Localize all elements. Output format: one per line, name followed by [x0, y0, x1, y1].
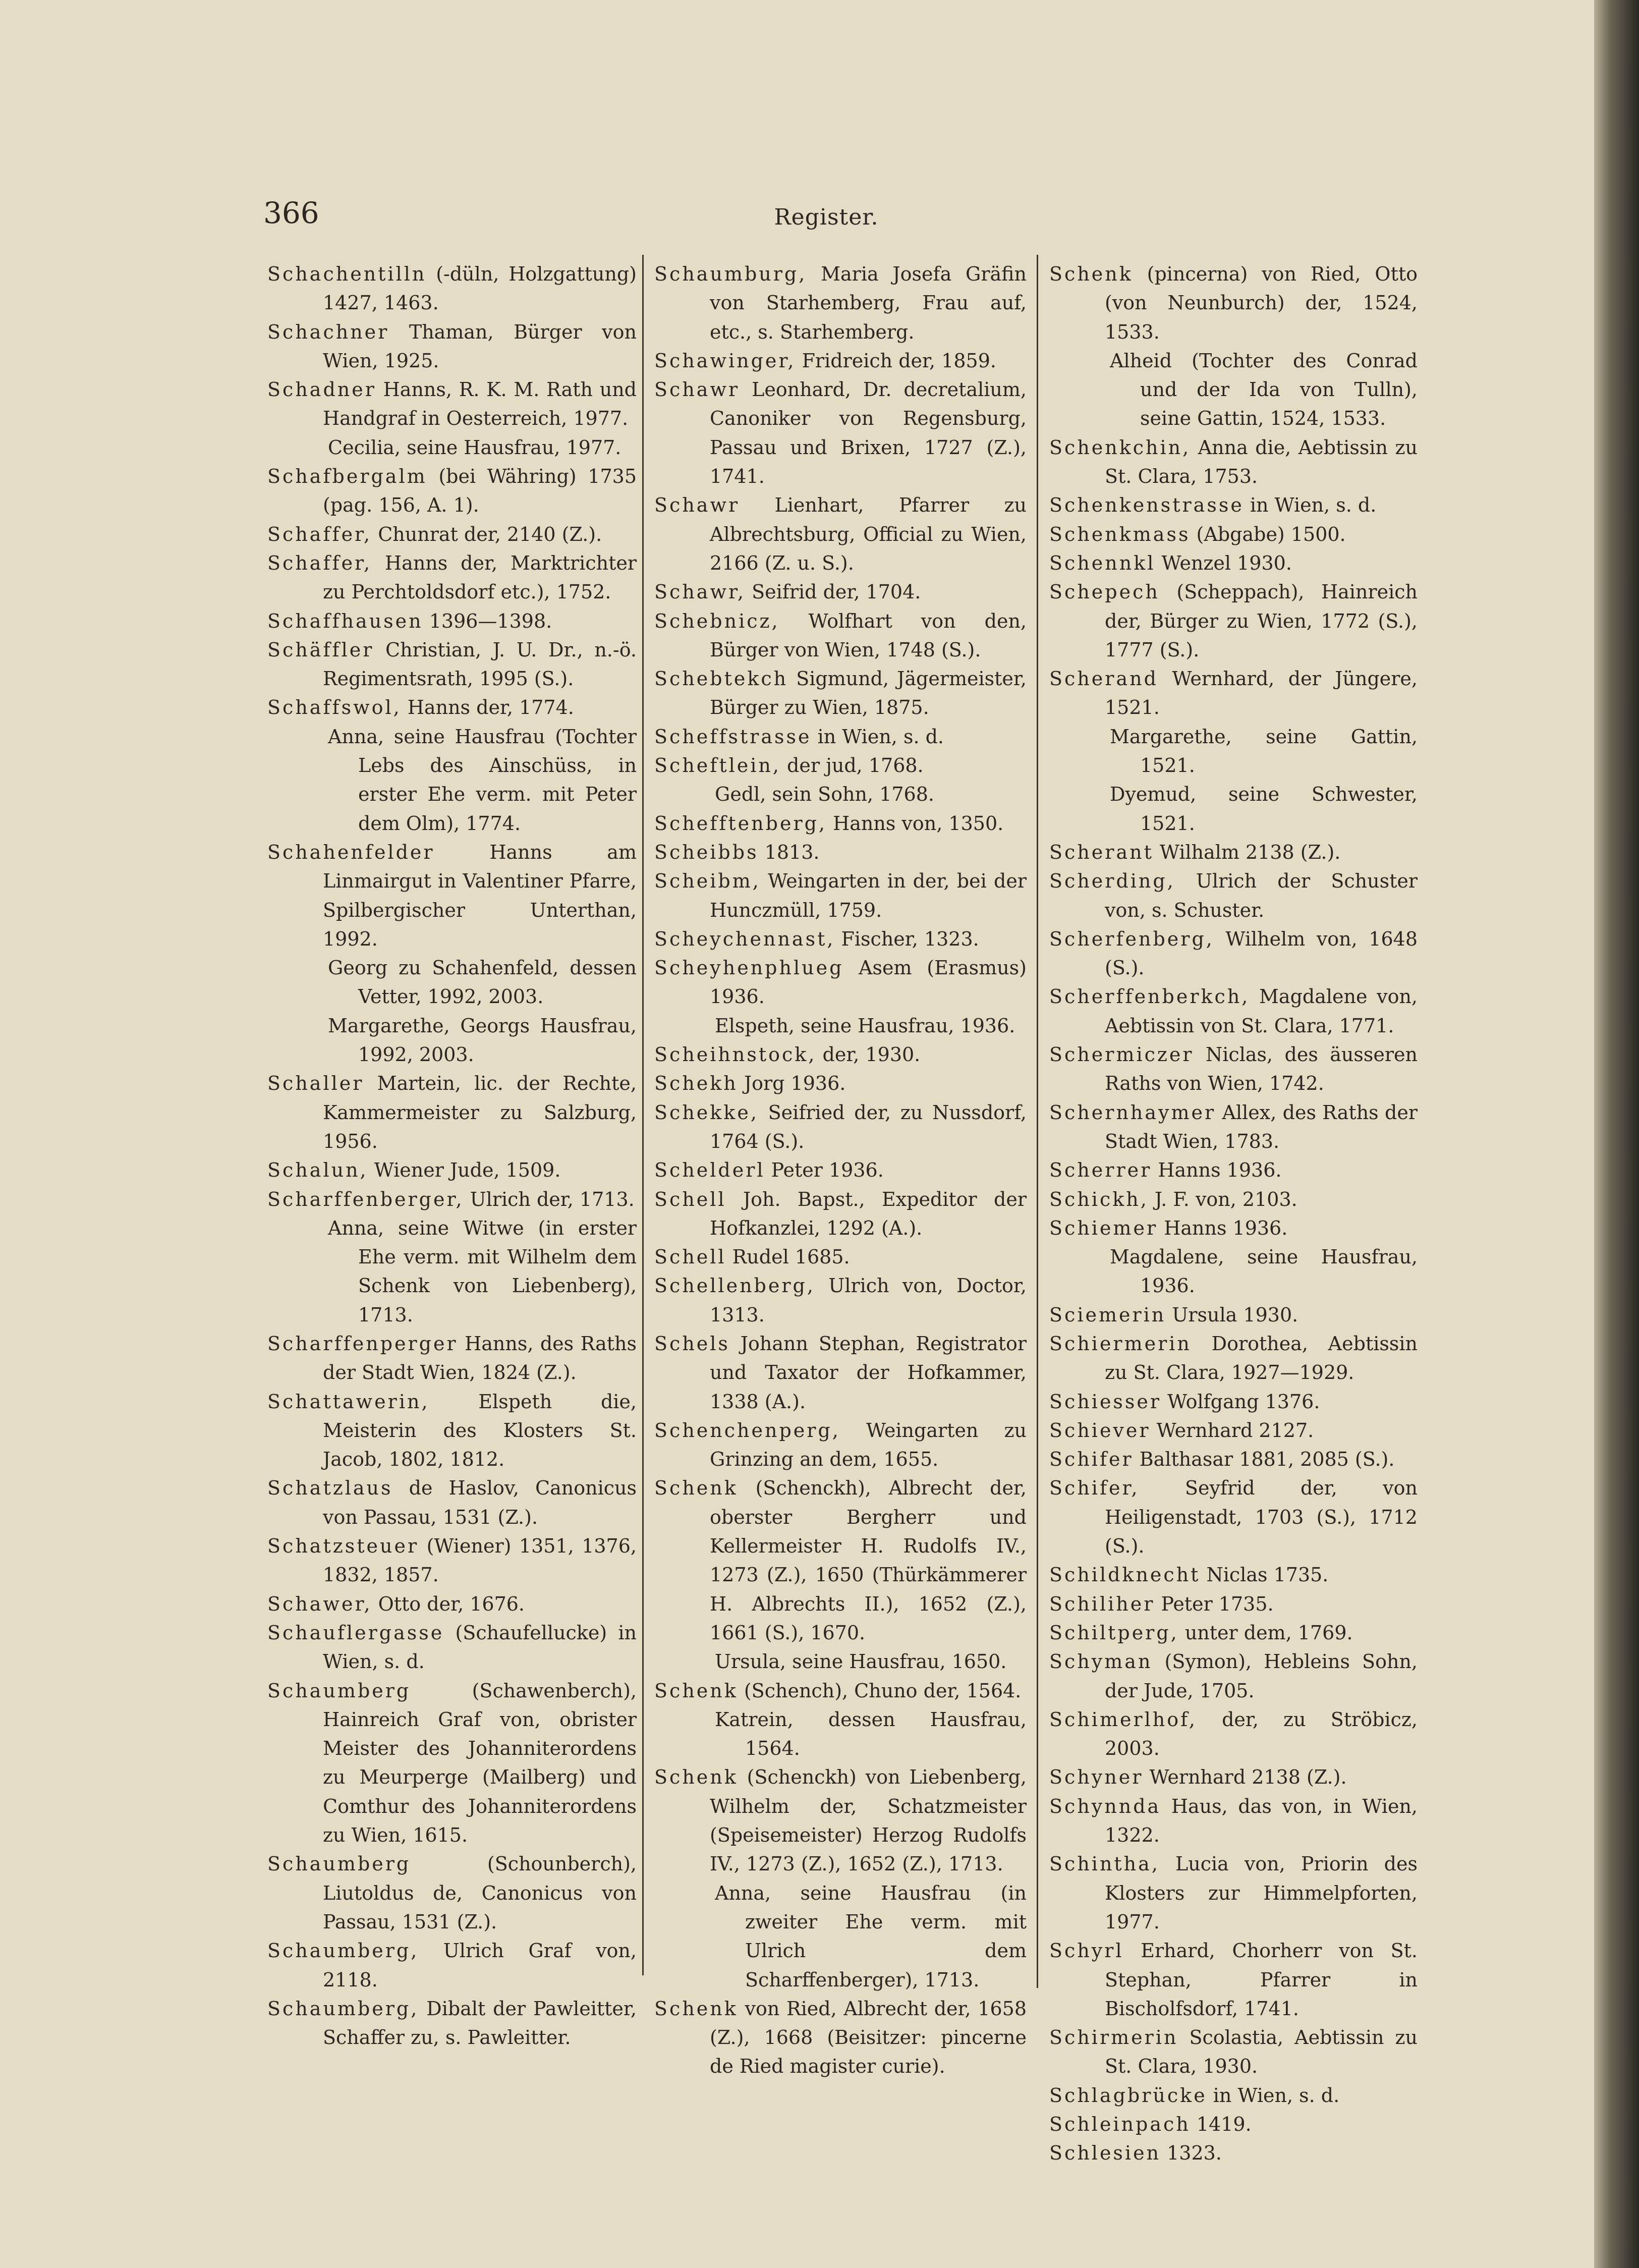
- index-entry: [654, 491, 1027, 578]
- entry-headword: Schyner: [1049, 1766, 1144, 1789]
- entry-text: unter dem, 1769.: [1178, 1621, 1353, 1644]
- entry-text: Leonhard, Dr. decretalium, Canoniker von Regensburg, Passau und Brixen, 1727 (Z.), 1741.: [710, 378, 1027, 488]
- entry-text: Ulrich von, Doctor, 1313.: [710, 1275, 1027, 1326]
- entry-text: (Schenckh) von Liebenberg, Wilhelm der, Schatzmeister (Speisemeister) Herzog Rudolfs IV., 1273 (Z.), 1652 (Z.), 1713.: [710, 1766, 1027, 1875]
- index-entry: [654, 260, 1027, 347]
- index-entry: [267, 1677, 637, 1850]
- index-column-2: [654, 260, 1027, 2081]
- index-entry: [654, 347, 1027, 375]
- entry-text: Thaman, Bürger von Wien, 1925.: [323, 320, 637, 372]
- entry-text: (Schenckh), Albrecht der, oberster Bergherr und Kellermeister H. Rudolfs IV., 1273 (Z.), 1650 (Thürkämmerer H. Albrechts II.), 1652 (Z.), 1661 (S.), 1670.: [710, 1477, 1027, 1644]
- entry-headword: Schekke,: [654, 1101, 759, 1124]
- entry-text: Fischer, 1323.: [835, 927, 979, 950]
- entry-text: 1396—1398.: [423, 610, 552, 632]
- index-entry: [654, 1677, 1027, 1705]
- entry-headword: Schachner: [267, 320, 389, 343]
- entry-headword: Scheftlein,: [654, 754, 781, 777]
- entry-headword: Schellenberg,: [654, 1275, 815, 1297]
- entry-text: Hanns am Linmairgut in Valentiner Pfarre, Spilbergischer Unterthan, 1992.: [323, 841, 637, 950]
- index-entry: [1049, 2139, 1418, 2168]
- entry-text: Wenzel 1930.: [1155, 551, 1292, 574]
- index-entry: [1049, 549, 1418, 578]
- entry-text: (Schench), Chuno der, 1564.: [738, 1679, 1022, 1702]
- entry-headword: Schauflergasse: [267, 1621, 444, 1644]
- entry-text: (Scheppach), Hainreich der, Bürger zu Wien, 1772 (S.), 1777 (S.).: [1105, 581, 1418, 661]
- entry-headword: Schekh: [654, 1072, 738, 1095]
- index-entry: [654, 954, 1027, 1012]
- index-entry: [654, 1416, 1027, 1474]
- entry-headword: Schenk: [1049, 263, 1133, 285]
- entry-text: in Wien, s. d.: [811, 725, 944, 748]
- entry-text: (bei Währing) 1735 (pag. 156, A. 1).: [323, 465, 637, 517]
- entry-headword: Schebnicz,: [654, 610, 780, 632]
- entry-text: Ulrich der Schuster von, s. Schuster.: [1105, 870, 1418, 921]
- page-number: 366: [263, 196, 319, 230]
- entry-headword: Schenk: [654, 1679, 738, 1702]
- entry-headword: Schelderl: [654, 1159, 765, 1182]
- entry-text: Hanns, R. K. M. Rath und Handgraf in Oesterreich, 1977.: [323, 378, 637, 430]
- entry-text: Anna, seine Hausfrau (in zweiter Ehe verm. mit Ulrich dem Scharffenberger), 1713.: [715, 1882, 1027, 1991]
- index-entry: [267, 1474, 637, 1532]
- entry-text: Wilhelm von, 1648 (S.).: [1105, 927, 1418, 979]
- entry-text: 1813.: [758, 841, 820, 863]
- entry-headword: Schepech: [1049, 581, 1160, 603]
- entry-headword: Schifer: [1049, 1448, 1134, 1471]
- entry-text: Elspeth, seine Hausfrau, 1936.: [715, 1014, 1015, 1037]
- entry-headword: Schiliher: [1049, 1592, 1155, 1615]
- entry-text: von Ried, Albrecht der, 1658 (Z.), 1668 (Beisitzer: pincerne de Ried magister curie).: [710, 1997, 1027, 2078]
- entry-text: 1419.: [1190, 2113, 1252, 2135]
- entry-headword: Schaumberg,: [267, 1940, 419, 1962]
- entry-text: Rudel 1685.: [726, 1246, 850, 1268]
- entry-text: 1323.: [1161, 2142, 1222, 2165]
- entry-text: Wolfhart von den, Bürger von Wien, 1748 (S.).: [710, 610, 1027, 661]
- index-entry: [267, 1069, 637, 1156]
- entry-headword: Schell: [654, 1246, 726, 1268]
- entry-headword: Schaffer,: [267, 551, 372, 574]
- index-entry: [267, 318, 637, 376]
- entry-headword: Schäffler: [267, 638, 374, 661]
- entry-text: (Wiener) 1351, 1376, 1832, 1857.: [323, 1535, 637, 1586]
- index-entry: [267, 1995, 637, 2053]
- entry-headword: Scherfenberg,: [1049, 927, 1214, 950]
- column-rule: [1037, 255, 1038, 1988]
- entry-text: Elspeth die, Meisterin des Klosters St. Jacob, 1802, 1812.: [323, 1390, 637, 1471]
- entry-text: Erhard, Chorherr von St. Stephan, Pfarrer in Bischolfsdorf, 1741.: [1105, 1940, 1418, 2020]
- index-column-3: [1049, 260, 1418, 2168]
- entry-headword: Schaumberg: [267, 1679, 411, 1702]
- index-entry: [1049, 1647, 1418, 1705]
- index-entry: [1049, 2110, 1418, 2139]
- entry-text: Alheid (Tochter des Conrad und der Ida von Tulln), seine Gattin, 1524, 1533.: [1110, 349, 1418, 430]
- entry-text: Gedl, sein Sohn, 1768.: [715, 783, 934, 806]
- entry-headword: Schalun,: [267, 1159, 368, 1182]
- index-entry: [1049, 1098, 1418, 1156]
- index-entry: [654, 1040, 1027, 1069]
- entry-headword: Schels: [654, 1332, 730, 1355]
- index-subentry: [267, 954, 637, 1012]
- index-entry: [654, 838, 1027, 867]
- entry-text: Martein, lic. der Rechte, Kammermeister zu Salzburg, 1956.: [323, 1072, 637, 1152]
- entry-headword: Schatzsteuer: [267, 1535, 419, 1558]
- entry-headword: Schaumberg,: [267, 1997, 419, 2020]
- index-subentry: [1049, 1243, 1418, 1301]
- entry-headword: Scheyhenphlueg: [654, 957, 844, 979]
- entry-text: Wiener Jude, 1509.: [368, 1159, 561, 1182]
- index-entry: [267, 260, 637, 318]
- entry-headword: Schlagbrücke: [1049, 2084, 1207, 2107]
- entry-headword: Schachentilln: [267, 263, 427, 285]
- entry-text: der, zu Ströbicz, 2003.: [1105, 1708, 1418, 1760]
- entry-headword: Schenkchin,: [1049, 436, 1191, 459]
- entry-text: Weingarten in der, bei der Hunczmüll, 1759.: [710, 870, 1027, 921]
- index-entry: [1049, 838, 1418, 867]
- column-rule: [642, 255, 644, 1975]
- entry-headword: Schennkl: [1049, 551, 1156, 574]
- entry-headword: Scheibm,: [654, 870, 761, 893]
- entry-text: Dyemud, seine Schwester, 1521.: [1110, 783, 1418, 835]
- index-subentry: [654, 1012, 1027, 1040]
- entry-text: Seifrid der, 1704.: [746, 581, 921, 603]
- entry-text: Fridreich der, 1859.: [796, 349, 996, 372]
- entry-headword: Schaffer,: [267, 523, 372, 545]
- entry-text: Niclas 1735.: [1200, 1564, 1329, 1586]
- entry-headword: Schickh,: [1049, 1188, 1149, 1210]
- entry-headword: Schiever: [1049, 1419, 1151, 1442]
- index-subentry: [654, 780, 1027, 809]
- index-entry: [1049, 1763, 1418, 1792]
- index-entry: [1049, 1561, 1418, 1589]
- entry-headword: Schawr: [654, 378, 740, 401]
- entry-headword: Schattawerin,: [267, 1390, 430, 1413]
- index-entry: [267, 1532, 637, 1590]
- entry-headword: Schifer,: [1049, 1477, 1140, 1500]
- running-head: Register.: [774, 204, 879, 230]
- entry-headword: Schahenfelder: [267, 841, 435, 863]
- entry-text: Margarethe, Georgs Hausfrau, 1992, 2003.: [328, 1014, 637, 1066]
- index-entry: [654, 1763, 1027, 1878]
- entry-text: Allex, des Raths der Stadt Wien, 1783.: [1105, 1101, 1418, 1152]
- index-entry: [1049, 260, 1418, 347]
- entry-headword: Schenchenperg,: [654, 1419, 840, 1442]
- entry-text: Hanns 1936.: [1158, 1216, 1288, 1239]
- entry-text: Ursula, seine Hausfrau, 1650.: [715, 1650, 1007, 1673]
- entry-headword: Scherant: [1049, 841, 1154, 863]
- index-entry: [654, 1156, 1027, 1185]
- entry-headword: Schyman: [1049, 1650, 1153, 1673]
- index-entry: [654, 1995, 1027, 2081]
- index-entry: [654, 578, 1027, 606]
- entry-text: (Schounberch), Liutoldus de, Canonicus von Passau, 1531 (Z.).: [323, 1853, 637, 1933]
- index-entry: [1049, 1185, 1418, 1214]
- index-subentry: [267, 1214, 637, 1330]
- index-subentry: [1049, 347, 1418, 433]
- entry-headword: Schenkenstrasse: [1049, 494, 1244, 517]
- index-entry: [267, 1185, 637, 1214]
- entry-text: Hanns von, 1350.: [827, 812, 1004, 835]
- entry-text: Maria Josefa Gräfin von Starhemberg, Frau auf, etc., s. Starhemberg.: [710, 263, 1027, 343]
- entry-headword: Schaumberg: [267, 1853, 411, 1875]
- entry-text: (pincerna) von Ried, Otto (von Neunburch) der, 1524, 1533.: [1105, 263, 1418, 343]
- entry-text: Lucia von, Priorin des Klosters zur Himmelpforten, 1977.: [1105, 1853, 1418, 1933]
- entry-text: Asem (Erasmus) 1936.: [710, 957, 1027, 1008]
- index-entry: [267, 1937, 637, 1995]
- entry-headword: Schaumburg,: [654, 263, 807, 285]
- entry-headword: Scheffstrasse: [654, 725, 812, 748]
- index-entry: [654, 867, 1027, 925]
- index-entry: [1049, 665, 1418, 723]
- entry-text: (Schaufellucke) in Wien, s. d.: [323, 1621, 637, 1673]
- entry-headword: Scheychennast,: [654, 927, 835, 950]
- entry-headword: Schawr: [654, 494, 740, 517]
- entry-text: in Wien, s. d.: [1207, 2084, 1340, 2107]
- index-entry: [267, 607, 637, 636]
- entry-headword: Scheihnstock,: [654, 1043, 817, 1066]
- index-entry: [1049, 982, 1418, 1040]
- index-entry: [1049, 1445, 1418, 1474]
- entry-headword: Schadner: [267, 378, 376, 401]
- entry-text: Haus, das von, in Wien, 1322.: [1105, 1795, 1418, 1847]
- index-entry: [654, 1243, 1027, 1271]
- entry-text: Hanns der, Marktrichter zu Perchtoldsdorf etc.), 1752.: [323, 551, 637, 603]
- entry-headword: Schenkmass: [1049, 523, 1191, 545]
- entry-headword: Scherffenberkch,: [1049, 985, 1250, 1008]
- index-entry: [654, 1330, 1027, 1416]
- entry-headword: Schenk: [654, 1477, 738, 1500]
- index-entry: [1049, 1705, 1418, 1763]
- entry-text: Wernhard 2138 (Z.).: [1143, 1766, 1347, 1789]
- entry-text: Seifried der, zu Nussdorf, 1764 (S.).: [710, 1101, 1027, 1152]
- entry-text: Peter 1735.: [1155, 1592, 1274, 1615]
- entry-headword: Schiltperg,: [1049, 1621, 1179, 1644]
- entry-text: Niclas, des äusseren Raths von Wien, 1742.: [1105, 1043, 1418, 1095]
- index-entry: [267, 520, 637, 549]
- entry-headword: Scherrer: [1049, 1159, 1152, 1182]
- entry-text: Balthasar 1881, 2085 (S.).: [1133, 1448, 1395, 1471]
- entry-text: Jorg 1936.: [738, 1072, 846, 1095]
- entry-headword: Scheibbs: [654, 841, 759, 863]
- entry-headword: Schaffswol,: [267, 696, 402, 719]
- index-entry: [1049, 433, 1418, 491]
- index-entry: [1049, 2023, 1418, 2081]
- entry-text: Lienhart, Pfarrer zu Albrechtsburg, Official zu Wien, 2166 (Z. u. S.).: [710, 494, 1027, 574]
- entry-headword: Schintha,: [1049, 1853, 1160, 1875]
- entry-headword: Schimerlhof,: [1049, 1708, 1197, 1731]
- entry-headword: Scherand: [1049, 668, 1158, 690]
- entry-text: Chunrat der, 2140 (Z.).: [372, 523, 602, 545]
- entry-text: Wernhard, der Jüngere, 1521.: [1105, 668, 1418, 719]
- index-entry: [267, 1330, 637, 1388]
- index-subentry: [267, 723, 637, 838]
- index-entry: [654, 723, 1027, 751]
- index-entry: [654, 1271, 1027, 1330]
- index-entry: [654, 751, 1027, 780]
- index-entry: [267, 1388, 637, 1474]
- entry-headword: Schefftenberg,: [654, 812, 827, 835]
- entry-text: (Symon), Hebleins Sohn, der Jude, 1705.: [1105, 1650, 1418, 1702]
- entry-text: Joh. Bapst., Expeditor der Hofkanzlei, 1292 (A.).: [710, 1188, 1027, 1239]
- index-entry: [654, 1474, 1027, 1647]
- entry-headword: Schatzlaus: [267, 1477, 393, 1500]
- entry-headword: Schermiczer: [1049, 1043, 1194, 1066]
- entry-text: (Abgabe) 1500.: [1190, 523, 1346, 545]
- entry-headword: Schaffhausen: [267, 610, 423, 632]
- entry-headword: Schell: [654, 1188, 726, 1210]
- index-subentry: [654, 1879, 1027, 1995]
- entry-headword: Schlesien: [1049, 2142, 1161, 2165]
- index-entry: [1049, 1937, 1418, 2023]
- entry-text: de Haslov, Canonicus von Passau, 1531 (Z.).: [323, 1477, 637, 1528]
- index-entry: [267, 549, 637, 607]
- index-subentry: [654, 1705, 1027, 1763]
- index-entry: [1049, 1388, 1418, 1416]
- entry-text: Ursula 1930.: [1166, 1303, 1298, 1326]
- index-entry: [267, 636, 637, 694]
- entry-text: Seyfrid der, von Heiligenstadt, 1703 (S.), 1712 (S.).: [1105, 1477, 1418, 1558]
- index-entry: [1049, 925, 1418, 983]
- index-subentry: [267, 433, 637, 462]
- entry-headword: Schiesser: [1049, 1390, 1162, 1413]
- index-entry: [654, 809, 1027, 838]
- entry-headword: Schirmerin: [1049, 2026, 1178, 2049]
- entry-headword: Schawer,: [267, 1592, 372, 1615]
- entry-text: Magdalene von, Aebtissin von St. Clara, 1771.: [1105, 985, 1418, 1037]
- entry-text: Dorothea, Aebtissin zu St. Clara, 1927—1929.: [1105, 1332, 1418, 1384]
- entry-text: (Schawenberch), Hainreich Graf von, obrister Meister des Johanniterordens zu Meurperge (Mailberg) und Comthur des Johanniterordens zu Wien, 1615.: [323, 1679, 637, 1847]
- entry-headword: Sciemerin: [1049, 1303, 1166, 1326]
- entry-headword: Schernhaymer: [1049, 1101, 1216, 1124]
- entry-headword: Schawr,: [654, 581, 746, 603]
- index-subentry: [1049, 780, 1418, 838]
- index-entry: [1049, 867, 1418, 925]
- entry-text: (-düln, Holzgattung) 1427, 1463.: [323, 263, 637, 314]
- entry-text: in Wien, s. d.: [1244, 494, 1377, 517]
- entry-text: Katrein, dessen Hausfrau, 1564.: [715, 1708, 1027, 1760]
- entry-text: Dibalt der Pawleitter, Schaffer zu, s. Pawleitter.: [323, 1997, 637, 2049]
- entry-text: Ulrich der, 1713.: [464, 1188, 635, 1210]
- index-entry: [654, 665, 1027, 723]
- entry-text: Hanns 1936.: [1152, 1159, 1282, 1182]
- entry-headword: Schleinpach: [1049, 2113, 1191, 2135]
- index-entry: [267, 1850, 637, 1937]
- index-entry: [1049, 520, 1418, 549]
- index-entry: [267, 693, 637, 722]
- index-entry: [654, 1185, 1027, 1243]
- index-entry: [1049, 1590, 1418, 1619]
- index-entry: [1049, 1850, 1418, 1937]
- entry-headword: Schiemer: [1049, 1216, 1158, 1239]
- index-entry: [654, 925, 1027, 954]
- entry-text: Peter 1936.: [765, 1159, 884, 1182]
- index-entry: [654, 375, 1027, 491]
- entry-text: Magdalene, seine Hausfrau, 1936.: [1110, 1246, 1418, 1297]
- entry-headword: Schynnda: [1049, 1795, 1161, 1817]
- entry-headword: Scharffenperger: [267, 1332, 458, 1355]
- entry-text: Ulrich Graf von, 2118.: [323, 1940, 637, 1991]
- index-entry: [1049, 1214, 1418, 1243]
- entry-text: Margarethe, seine Gattin, 1521.: [1110, 725, 1418, 777]
- entry-text: der, 1930.: [816, 1043, 921, 1066]
- index-entry: [1049, 1156, 1418, 1185]
- index-entry: [1049, 1040, 1418, 1098]
- index-subentry: [654, 1647, 1027, 1676]
- index-entry: [267, 838, 637, 954]
- index-entry: [267, 462, 637, 520]
- index-entry: [1049, 1474, 1418, 1561]
- index-entry: [654, 607, 1027, 665]
- index-entry: [267, 1619, 637, 1677]
- entry-text: Weingarten zu Grinzing an dem, 1655.: [710, 1419, 1027, 1471]
- page-edge: [1594, 0, 1639, 2268]
- entry-text: J. F. von, 2103.: [1148, 1188, 1297, 1210]
- entry-text: Otto der, 1676.: [372, 1592, 525, 1615]
- entry-headword: Schiermerin: [1049, 1332, 1192, 1355]
- entry-text: Hanns der, 1774.: [401, 696, 574, 719]
- entry-text: Scolastia, Aebtissin zu St. Clara, 1930.: [1105, 2026, 1418, 2078]
- index-column-1: [267, 260, 637, 2052]
- index-entry: [1049, 491, 1418, 520]
- entry-text: Wernhard 2127.: [1150, 1419, 1314, 1442]
- index-entry: [267, 375, 637, 433]
- entry-text: Wolfgang 1376.: [1161, 1390, 1320, 1413]
- entry-headword: Schebtekch: [654, 668, 788, 690]
- index-entry: [1049, 1619, 1418, 1647]
- index-entry: [1049, 1416, 1418, 1445]
- entry-headword: Schaller: [267, 1072, 364, 1095]
- entry-headword: Schafbergalm: [267, 465, 427, 488]
- entry-headword: Schyrl: [1049, 1940, 1124, 1962]
- entry-headword: Scherding,: [1049, 870, 1175, 893]
- entry-text: der jud, 1768.: [780, 754, 924, 777]
- entry-headword: Schenk: [654, 1766, 738, 1789]
- entry-text: Anna, seine Witwe (in erster Ehe verm. mit Wilhelm dem Schenk von Liebenberg), 1713.: [328, 1216, 637, 1326]
- entry-headword: Schildknecht: [1049, 1564, 1201, 1586]
- entry-text: Cecilia, seine Hausfrau, 1977.: [328, 436, 621, 459]
- index-entry: [1049, 1792, 1418, 1850]
- index-entry: [1049, 1330, 1418, 1388]
- index-entry: [654, 1098, 1027, 1156]
- entry-text: Sigmund, Jägermeister, Bürger zu Wien, 1875.: [710, 668, 1027, 719]
- index-entry: [267, 1156, 637, 1185]
- entry-headword: Schenk: [654, 1997, 738, 2020]
- index-subentry: [267, 1012, 637, 1070]
- entry-text: Johann Stephan, Registrator und Taxator der Hofkammer, 1338 (A.).: [710, 1332, 1027, 1413]
- entry-text: Anna, seine Hausfrau (Tochter Lebs des Ainschüss, in erster Ehe verm. mit Peter dem Olm), 1774.: [328, 725, 637, 835]
- index-entry: [1049, 2081, 1418, 2110]
- index-entry: [654, 1069, 1027, 1098]
- entry-headword: Schawinger,: [654, 349, 796, 372]
- index-subentry: [1049, 723, 1418, 781]
- entry-text: Georg zu Schahenfeld, dessen Vetter, 1992, 2003.: [328, 957, 637, 1008]
- index-entry: [267, 1590, 637, 1619]
- entry-text: Anna die, Aebtissin zu St. Clara, 1753.: [1105, 436, 1418, 488]
- index-entry: [1049, 578, 1418, 665]
- entry-text: Wilhalm 2138 (Z.).: [1153, 841, 1341, 863]
- entry-headword: Scharffenberger,: [267, 1188, 464, 1210]
- entry-text: Hanns, des Raths der Stadt Wien, 1824 (Z.).: [323, 1332, 637, 1384]
- index-entry: [1049, 1301, 1418, 1330]
- entry-text: Christian, J. U. Dr., n.-ö. Regimentsrath, 1995 (S.).: [323, 638, 637, 690]
